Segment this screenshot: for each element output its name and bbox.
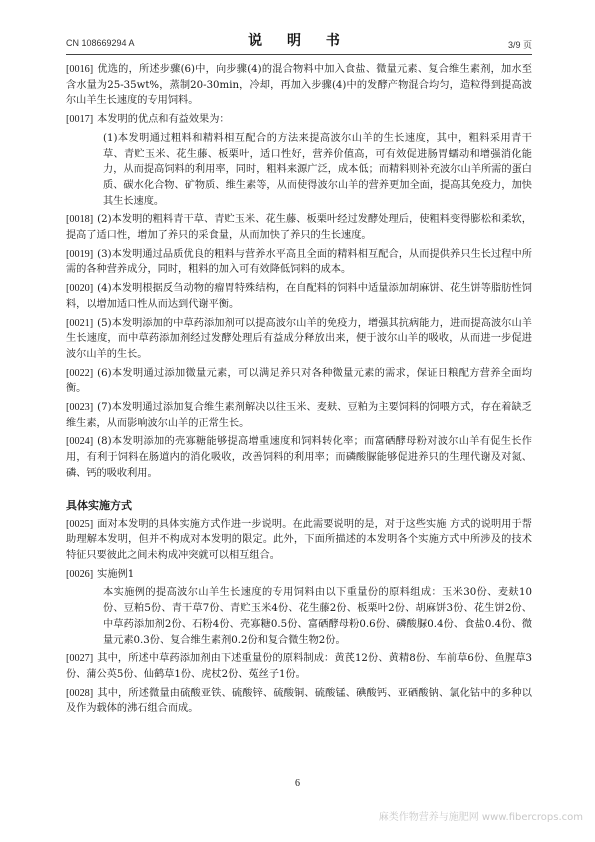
paragraph-number: [0018] xyxy=(66,214,94,226)
paragraph-text: 面对本发明的具体实施方式作进一步说明。在此需要说明的是，对于这些实施 方式的说明用于帮助理解本发明，但并不构成对本发明的限定。此外，下面所描述的本发明各个实施方式中所涉及的技术特征只要彼此之间未构成冲突就可以相互组合。 xyxy=(66,518,532,561)
paragraph-0017 xyxy=(66,112,532,128)
paragraph-number: [0019] xyxy=(66,248,94,260)
publication-number: CN 108669294 A xyxy=(66,38,135,48)
paragraph-number: [0020] xyxy=(66,283,94,295)
paragraph-number: [0016] xyxy=(66,64,94,75)
document-title: 说 明 书 xyxy=(248,33,350,49)
watermark: 麻类作物营养与施肥网 www.fibercrops.com xyxy=(378,812,583,823)
paragraph-text: 本发明的优点和有益效果为： xyxy=(97,114,230,126)
paragraph-text: 优选的，所述步骤(6)中，向步骤(4)的混合物料中加入食盐、微量元素、复合维生素剂，加水至含水量为25-35wt%，蒸制20-30min，冷却，再加入步骤(4)中的发酵产物混合均匀，造粒得到提高波尔山羊生长速度的专用饲料。 xyxy=(66,64,532,107)
paragraph-number: [0028] xyxy=(66,687,94,699)
paragraph-text: 其中，所述微量由硫酸亚铁、硫酸锌、硫酸铜、硫酸锰、碘酸钙、亚硒酸钠、氯化钴中的多种以及作为载体的沸石组合而成。 xyxy=(66,687,532,715)
paragraph-text: (6)本发明通过添加微量元素，可以满足养只对各种微量元素的需求，保证日粮配方营养全面均衡。 xyxy=(66,367,532,395)
paragraph-0017-item-1 xyxy=(66,131,532,210)
paragraph-0026 xyxy=(66,567,532,583)
page-header xyxy=(66,30,532,50)
paragraph-number: [0022] xyxy=(66,367,94,379)
paragraph-0026-body xyxy=(66,585,532,648)
paragraph-0024 xyxy=(66,434,532,481)
document-body xyxy=(66,62,532,717)
paragraph-number: [0023] xyxy=(66,402,94,414)
page-indicator: 3/9 页 xyxy=(507,40,532,50)
header-divider xyxy=(66,54,532,55)
paragraph-0025 xyxy=(66,517,532,564)
section-heading: 具体实施方式 xyxy=(66,498,132,512)
paragraph-text: (1)本发明通过粗料和精料相互配合的方法来提高波尔山羊的生长速度，其中，粗料采用青干草、青贮玉米、花生藤、板栗叶，适口性好，营养价值高，可有效促进肠胃蠕动和增强消化能力，从而提高饲料的利用率，同时，粗料来源广泛，成本低；而精料则补充波尔山羊所需的蛋白质、碳水化合物、矿物质、维生素等，从而使得波尔山羊的营养更加全面，提高其免疫力，加快其生长速度。 xyxy=(103,132,532,207)
paragraph-0019 xyxy=(66,247,532,278)
paragraph-text: (2)本发明的粗料青干草、青贮玉米、花生藤、板栗叶经过发酵处理后，使粗料变得膨松和柔软，提高了适口性，增加了养只的采食量，从而加快了养只的生长速度。 xyxy=(66,214,532,242)
paragraph-text: (3)本发明通过品质优良的粗料与营养水平高且全面的精料相互配合，从而提供养只生长过程中所需的各种营养成分，同时，粗料的加入可有效降低饲料的成本。 xyxy=(66,248,532,276)
paragraph-number: [0025] xyxy=(66,518,94,530)
paragraph-0020 xyxy=(66,281,532,312)
paragraph-number: [0027] xyxy=(66,653,94,665)
page-number: 6 xyxy=(295,778,300,789)
paragraph-text: 其中，所述中草药添加剂由下述重量份的原料制成：黄芪12份、黄精8份、车前草6份、鱼腥草3份、蒲公英5份、仙鹤草1份、虎杖2份、菟丝子1份。 xyxy=(66,653,532,680)
paragraph-number: [0017] xyxy=(66,114,94,126)
paragraph-text: (5)本发明添加的中草药添加剂可以提高波尔山羊的免疫力，增强其抗病能力，进而提高波尔山羊生长速度，而中草药添加剂经过发酵处理后有益成分释放出来，便于波尔山羊的吸收，从而进一步促进波尔山羊的生长。 xyxy=(66,317,532,360)
paragraph-number: [0024] xyxy=(66,436,94,448)
paragraph-text: (8)本发明添加的壳寡糖能够提高增重速度和饲料转化率；而富硒酵母粉对波尔山羊有促生长作用，有利于饲料在肠道内的消化吸收，改善饲料的利用率；而磷酸脲能够促进养只的生理代谢及对氮、磷、钙的吸收利用。 xyxy=(66,436,532,479)
paragraph-0028 xyxy=(66,686,532,717)
paragraph-0018 xyxy=(66,212,532,243)
paragraph-number: [0021] xyxy=(66,317,94,329)
paragraph-text: (4)本发明根据反刍动物的瘤胃特殊结构，在自配料的饲料中适量添加胡麻饼、花生饼等脂肪性饲料，以增加适口性从而达到代谢平衡。 xyxy=(66,283,532,310)
paragraph-0022 xyxy=(66,366,532,397)
paragraph-0023 xyxy=(66,400,532,431)
paragraph-0016 xyxy=(66,62,532,109)
example-heading: 实施例1 xyxy=(97,568,135,580)
paragraph-number: [0026] xyxy=(66,568,94,580)
paragraph-text: 本实施例的提高波尔山羊生长速度的专用饲料由以下重量份的原料组成：玉米30份、麦麸10份、豆粕5份、青干草7份、青贮玉米4份、花生藤2份、板栗叶2份、胡麻饼3份、花生饼2份、中草药添加剂2份、石粉4份、壳寡糖0.5份、富硒酵母粉0.6份、磷酸脲0.4份、食盐0.4份、微量元素0.3份、复合维生素剂0.2份和复合微生物2份。 xyxy=(103,587,532,646)
paragraph-text: (7)本发明通过添加复合维生素剂解决以往玉米、麦麸、豆粕为主要饲料的饲喂方式，存在着缺乏维生素，从而影响波尔山羊的正常生长。 xyxy=(66,402,532,429)
paragraph-0027 xyxy=(66,651,532,682)
paragraph-0021 xyxy=(66,316,532,363)
